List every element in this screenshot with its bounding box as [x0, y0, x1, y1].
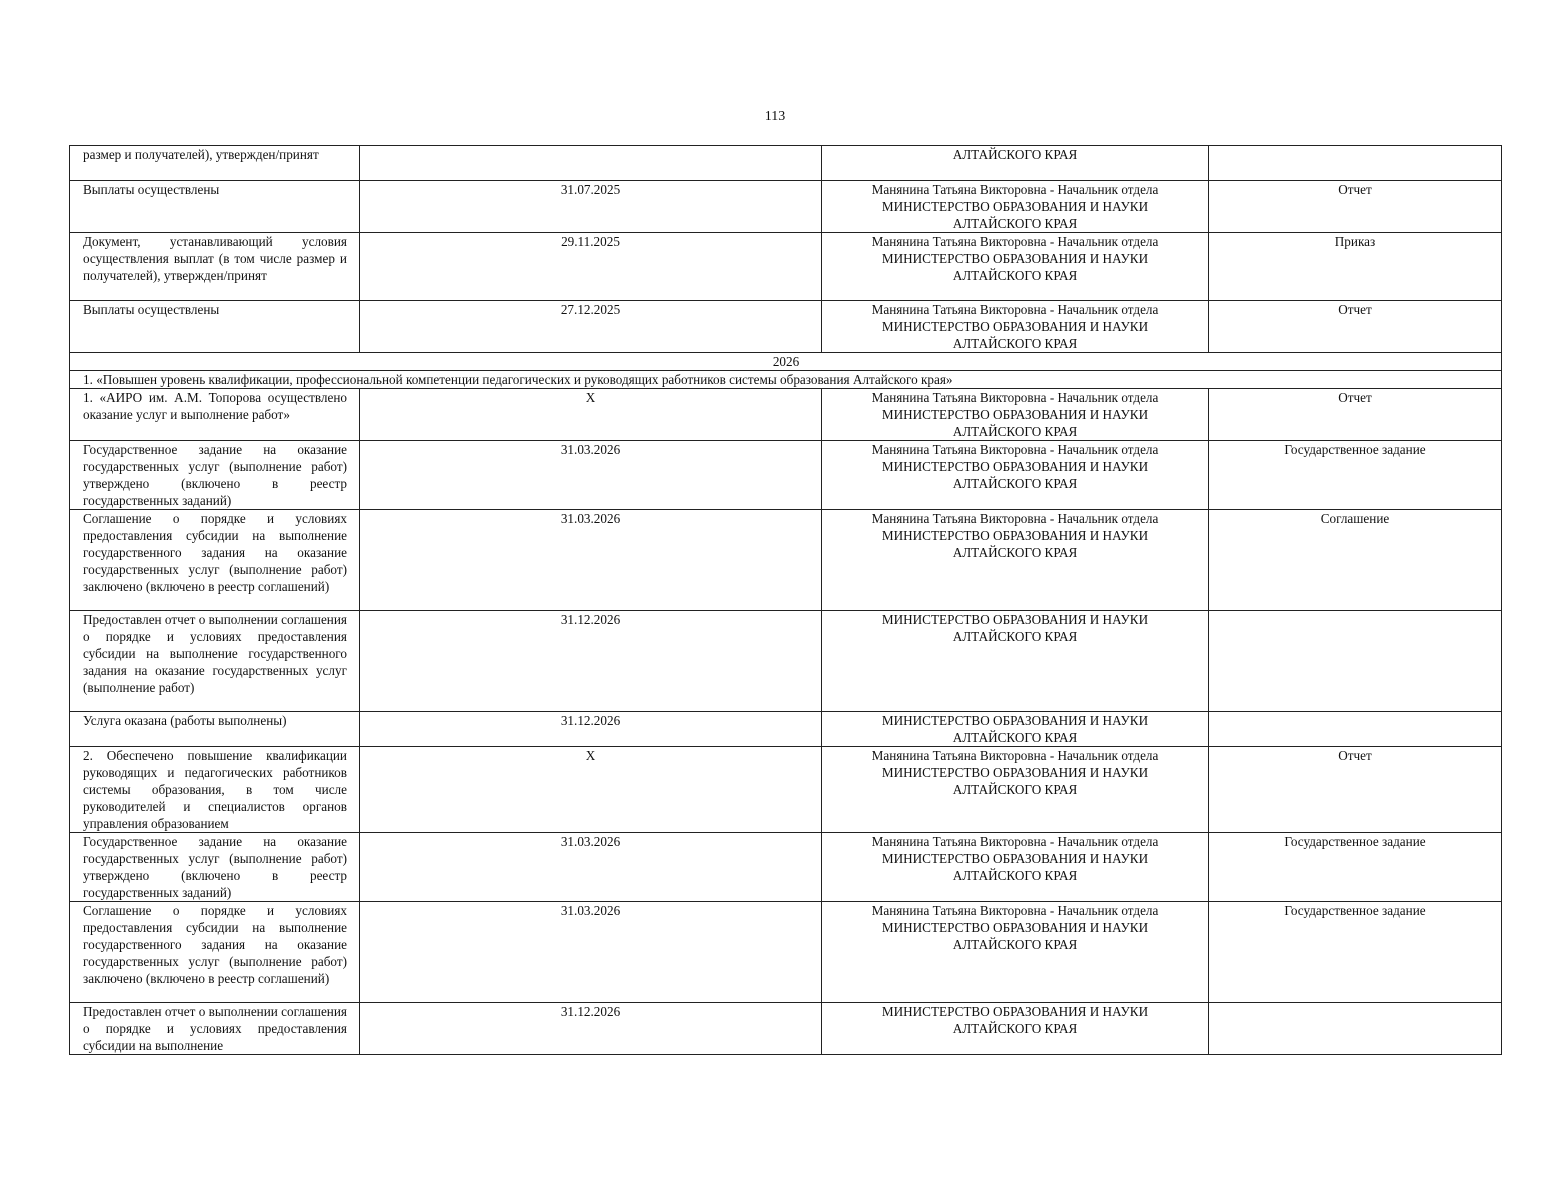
- control-point-text-value: 2. Обеспечено повышение квалификации руководящих и педагогических работников системы образования, в том числе руководителей и специалистов органов управления образованием: [83, 748, 347, 831]
- control-point-text-value: Услуга оказана (работы выполнены): [83, 713, 287, 728]
- responsible-line: АЛТАЙСКОГО КРАЯ: [952, 216, 1078, 231]
- control-point-text-value: Государственное задание на оказание государственных услуг (выполнение работ) утверждено (включено в реестр государственных заданий): [83, 834, 347, 900]
- document-type-value: Отчет: [1338, 302, 1372, 317]
- deadline-cell: [360, 712, 822, 747]
- document-type-cell: [1209, 747, 1502, 833]
- deadline-value: Х: [585, 390, 596, 405]
- responsible-cell: [822, 441, 1209, 510]
- responsible-line: Манянина Татьяна Викторовна - Начальник отдела: [871, 182, 1159, 197]
- responsible-cell: [822, 301, 1209, 353]
- document-type-cell: [1209, 611, 1502, 712]
- deadline-cell: [360, 441, 822, 510]
- control-point-text-value: Соглашение о порядке и условиях предоставления субсидии на выполнение государственного задания на оказание государственных услуг (выполнение работ) заключено (включено в реестр соглашений): [83, 511, 347, 594]
- responsible-line: Манянина Татьяна Викторовна - Начальник отдела: [871, 234, 1159, 249]
- document-type-cell: [1209, 902, 1502, 1003]
- document-type-cell: [1209, 301, 1502, 353]
- deadline-value: 31.12.2026: [560, 612, 621, 627]
- deadline-cell: [360, 833, 822, 902]
- responsible-line: Манянина Татьяна Викторовна - Начальник отдела: [871, 511, 1159, 526]
- responsible-cell: [822, 747, 1209, 833]
- document-type-cell: [1209, 1003, 1502, 1055]
- control-point-text-value: Выплаты осуществлены: [83, 302, 220, 317]
- responsible-line: АЛТАЙСКОГО КРАЯ: [952, 336, 1078, 351]
- deadline-value: 29.11.2025: [561, 234, 620, 249]
- control-point-text-value: Документ, устанавливающий условия осуществления выплат (в том числе размер и получателей), утвержден/принят: [83, 234, 347, 283]
- table-row: [70, 441, 1502, 510]
- control-point-text: [70, 233, 360, 301]
- deadline-cell: [360, 146, 822, 181]
- table-body: [70, 146, 1502, 1055]
- document-type-cell: [1209, 441, 1502, 510]
- responsible-line: АЛТАЙСКОГО КРАЯ: [952, 730, 1078, 745]
- document-type-value: Отчет: [1338, 748, 1372, 763]
- control-point-text: [70, 441, 360, 510]
- control-point-text: [70, 301, 360, 353]
- deadline-cell: [360, 510, 822, 611]
- control-point-text-value: размер и получателей), утвержден/принят: [83, 147, 319, 162]
- control-point-text: [70, 146, 360, 181]
- control-point-text: [70, 181, 360, 233]
- control-points-table: [69, 145, 1502, 1055]
- document-type-cell: [1209, 146, 1502, 181]
- document-type-cell: [1209, 712, 1502, 747]
- document-type-value: Приказ: [1334, 234, 1376, 249]
- responsible-cell: [822, 233, 1209, 301]
- responsible-line: АЛТАЙСКОГО КРАЯ: [952, 268, 1078, 283]
- responsible-line: МИНИСТЕРСТВО ОБРАЗОВАНИЯ И НАУКИ: [881, 612, 1149, 627]
- page-number: 113: [764, 109, 786, 124]
- responsible-cell: [822, 181, 1209, 233]
- responsible-line: Манянина Татьяна Викторовна - Начальник отдела: [871, 834, 1159, 849]
- responsible-line: МИНИСТЕРСТВО ОБРАЗОВАНИЯ И НАУКИ: [881, 851, 1149, 866]
- responsible-line: МИНИСТЕРСТВО ОБРАЗОВАНИЯ И НАУКИ: [881, 1004, 1149, 1019]
- responsible-line: МИНИСТЕРСТВО ОБРАЗОВАНИЯ И НАУКИ: [881, 528, 1149, 543]
- document-type-value: Соглашение: [1320, 511, 1390, 526]
- responsible-line: МИНИСТЕРСТВО ОБРАЗОВАНИЯ И НАУКИ: [881, 407, 1149, 422]
- control-point-text-value: Выплаты осуществлены: [83, 182, 220, 197]
- deadline-value: 31.07.2025: [560, 182, 621, 197]
- deadline-cell: [360, 301, 822, 353]
- deadline-cell: [360, 611, 822, 712]
- responsible-line: МИНИСТЕРСТВО ОБРАЗОВАНИЯ И НАУКИ: [881, 459, 1149, 474]
- responsible-line: АЛТАЙСКОГО КРАЯ: [952, 782, 1078, 797]
- control-point-text-value: Государственное задание на оказание государственных услуг (выполнение работ) утверждено (включено в реестр государственных заданий): [83, 442, 347, 508]
- control-point-text-value: Соглашение о порядке и условиях предоставления субсидии на выполнение государственного задания на оказание государственных услуг (выполнение работ) заключено (включено в реестр соглашений): [83, 903, 347, 986]
- table-row: [70, 181, 1502, 233]
- responsible-line: Манянина Татьяна Викторовна - Начальник отдела: [871, 302, 1159, 317]
- document-type-cell: [1209, 833, 1502, 902]
- control-point-text: [70, 712, 360, 747]
- deadline-cell: [360, 902, 822, 1003]
- responsible-line: АЛТАЙСКОГО КРАЯ: [952, 629, 1078, 644]
- document-type-value: Отчет: [1338, 182, 1372, 197]
- table-row: [70, 301, 1502, 353]
- deadline-value: Х: [585, 748, 596, 763]
- table-row: [70, 510, 1502, 611]
- section-heading: [70, 371, 1502, 389]
- section-row: [70, 371, 1502, 389]
- document-type-value: Государственное задание: [1284, 903, 1426, 918]
- deadline-cell: [360, 233, 822, 301]
- responsible-line: АЛТАЙСКОГО КРАЯ: [952, 937, 1078, 952]
- responsible-line: Манянина Татьяна Викторовна - Начальник отдела: [871, 442, 1159, 457]
- responsible-cell: [822, 712, 1209, 747]
- responsible-cell: [822, 902, 1209, 1003]
- deadline-cell: [360, 747, 822, 833]
- control-point-text-value: Предоставлен отчет о выполнении соглашения о порядке и условиях предоставления субсидии на выполнение государственного задания на оказание государственных услуг (выполнение работ): [83, 612, 347, 695]
- document-type-value: Государственное задание: [1284, 442, 1426, 457]
- document-type-value: Государственное задание: [1284, 834, 1426, 849]
- control-point-text-value: Предоставлен отчет о выполнении соглашения о порядке и условиях предоставления субсидии на выполнение: [83, 1004, 347, 1053]
- control-point-text: [70, 833, 360, 902]
- responsible-cell: [822, 1003, 1209, 1055]
- control-point-text: [70, 611, 360, 712]
- responsible-line: АЛТАЙСКОГО КРАЯ: [952, 1021, 1078, 1036]
- responsible-line: МИНИСТЕРСТВО ОБРАЗОВАНИЯ И НАУКИ: [881, 713, 1149, 728]
- responsible-cell: [822, 833, 1209, 902]
- deadline-value: 31.03.2026: [560, 442, 621, 457]
- deadline-value: 31.03.2026: [560, 511, 621, 526]
- deadline-value: 31.03.2026: [560, 834, 621, 849]
- control-point-text: [70, 389, 360, 441]
- document-type-cell: [1209, 233, 1502, 301]
- responsible-cell: [822, 146, 1209, 181]
- responsible-line: АЛТАЙСКОГО КРАЯ: [952, 147, 1078, 162]
- responsible-line: МИНИСТЕРСТВО ОБРАЗОВАНИЯ И НАУКИ: [881, 920, 1149, 935]
- year-heading: [70, 353, 1502, 371]
- responsible-line: АЛТАЙСКОГО КРАЯ: [952, 868, 1078, 883]
- deadline-cell: [360, 1003, 822, 1055]
- responsible-line: МИНИСТЕРСТВО ОБРАЗОВАНИЯ И НАУКИ: [881, 199, 1149, 214]
- year-heading-value: 2026: [772, 354, 800, 369]
- responsible-line: АЛТАЙСКОГО КРАЯ: [952, 424, 1078, 439]
- document-type-cell: [1209, 389, 1502, 441]
- responsible-line: АЛТАЙСКОГО КРАЯ: [952, 476, 1078, 491]
- responsible-line: МИНИСТЕРСТВО ОБРАЗОВАНИЯ И НАУКИ: [881, 251, 1149, 266]
- table-row: [70, 833, 1502, 902]
- document-type-value: Отчет: [1338, 390, 1372, 405]
- control-point-text-value: 1. «АИРО им. А.М. Топорова осуществлено оказание услуг и выполнение работ»: [83, 390, 347, 422]
- responsible-cell: [822, 389, 1209, 441]
- responsible-line: Манянина Татьяна Викторовна - Начальник отдела: [871, 903, 1159, 918]
- table-row: [70, 389, 1502, 441]
- deadline-value: 31.03.2026: [560, 903, 621, 918]
- responsible-cell: [822, 510, 1209, 611]
- deadline-cell: [360, 181, 822, 233]
- control-point-text: [70, 747, 360, 833]
- responsible-line: АЛТАЙСКОГО КРАЯ: [952, 545, 1078, 560]
- responsible-line: МИНИСТЕРСТВО ОБРАЗОВАНИЯ И НАУКИ: [881, 319, 1149, 334]
- table-row: [70, 146, 1502, 181]
- responsible-line: Манянина Татьяна Викторовна - Начальник отдела: [871, 390, 1159, 405]
- section-heading-value: 1. «Повышен уровень квалификации, профессиональной компетенции педагогических и руководящих работников системы образования Алтайского края»: [83, 372, 953, 387]
- deadline-value: 31.12.2026: [560, 1004, 621, 1019]
- deadline-value: 27.12.2025: [560, 302, 621, 317]
- document-type-cell: [1209, 510, 1502, 611]
- table-row: [70, 1003, 1502, 1055]
- control-point-text: [70, 510, 360, 611]
- responsible-cell: [822, 611, 1209, 712]
- table-row: [70, 233, 1502, 301]
- deadline-value: 31.12.2026: [560, 713, 621, 728]
- control-point-text: [70, 1003, 360, 1055]
- table-row: [70, 902, 1502, 1003]
- document-type-cell: [1209, 181, 1502, 233]
- responsible-line: Манянина Татьяна Викторовна - Начальник отдела: [871, 748, 1159, 763]
- table-row: [70, 747, 1502, 833]
- table-row: [70, 611, 1502, 712]
- responsible-line: МИНИСТЕРСТВО ОБРАЗОВАНИЯ И НАУКИ: [881, 765, 1149, 780]
- year-row: [70, 353, 1502, 371]
- control-point-text: [70, 902, 360, 1003]
- deadline-cell: [360, 389, 822, 441]
- table-row: [70, 712, 1502, 747]
